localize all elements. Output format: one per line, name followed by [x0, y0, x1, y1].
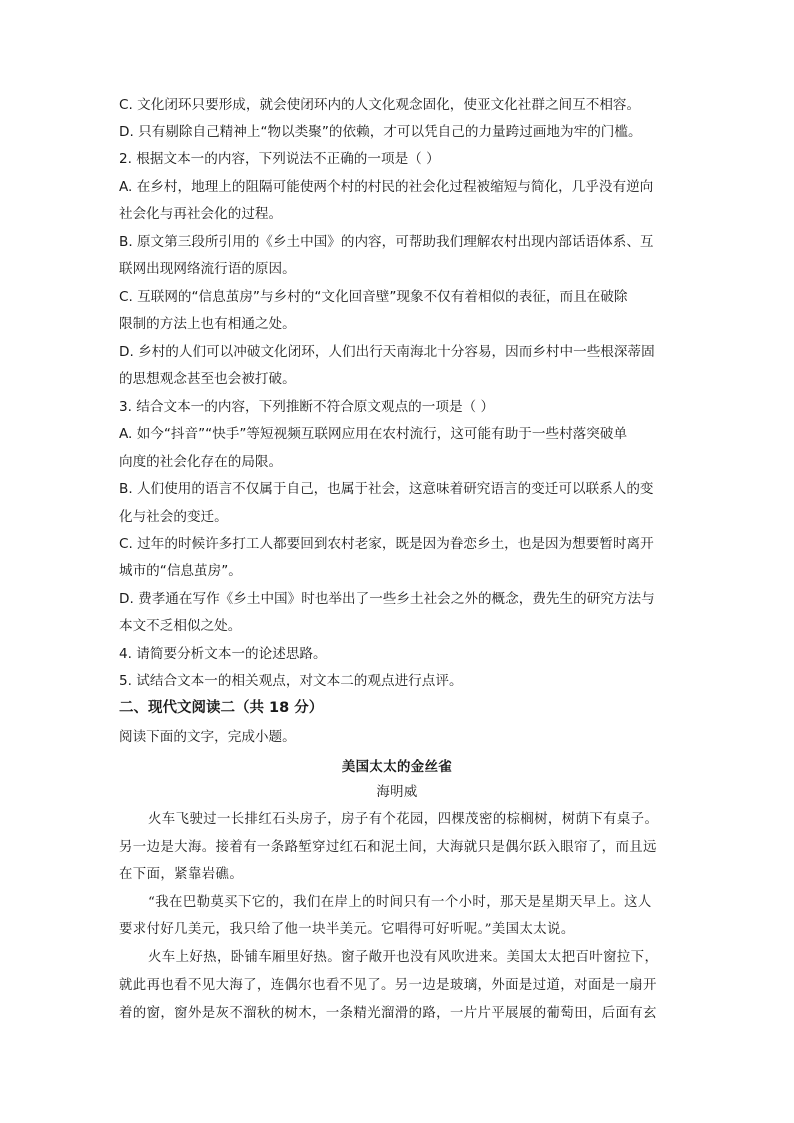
- question-5: 5. 试结合文本一的相关观点，对文本二的观点进行点评。: [119, 673, 463, 689]
- q2-option-a-line1: A. 在乡村，地理上的阻隔可能使两个村的村民的社会化过程被缩短与简化，几乎没有逆向: [119, 179, 654, 195]
- story-paragraph-2-line2: 要求付好几美元，我只给了他一块半美元。它唱得可好听呢。”美国太太说。: [119, 922, 575, 937]
- q3-option-c-line2: 城市的“信息茧房”。: [119, 563, 242, 579]
- q2-option-d-line1: D. 乡村的人们可以冲破文化闭环，人们出行天南海北十分容易，因而乡村中一些根深蒂固: [119, 344, 655, 360]
- story-title: 美国太太的金丝雀: [341, 759, 453, 775]
- q2-option-b-line2: 联网出现网络流行语的原因。: [119, 261, 296, 277]
- q2-option-b-line1: B. 原文第三段所引用的《乡土中国》的内容，可帮助我们理解农村出现内部话语体系、互: [119, 234, 654, 250]
- q3-option-d-line2: 本文不乏相似之处。: [119, 618, 242, 634]
- story-paragraph-3-line1: 火车上好热，卧铺车厢里好热。窗子敞开也没有风吹进来。美国太太把百叶窗拉下，: [148, 950, 659, 965]
- option-c-q1: C. 文化闭环只要形成，就会使闭环内的人文化观念固化，使亚文化社群之间互不相容。: [119, 97, 641, 113]
- story-paragraph-1-line1: 火车飞驶过一长排红石头房子，房子有个花园，四棵茂密的棕榈树，树荫下有桌子。: [148, 812, 659, 827]
- question-4: 4. 请简要分析文本一的论述思路。: [119, 646, 327, 662]
- question-2: 2. 根据文本一的内容，下列说法不正确的一项是（ ）: [119, 151, 440, 167]
- story-paragraph-3-line2: 就此再也看不见大海了，连偶尔也看不见了。另一边是玻璃，外面是过道，对面是一扇开: [119, 978, 657, 993]
- section-heading: 二、现代文阅读二（共 18 分）: [119, 700, 324, 716]
- story-paragraph-2-line1: “我在巴勒莫买下它的，我们在岸上的时间只有一个小时，那天是星期天早上。这人: [148, 895, 652, 910]
- story-author: 海明威: [376, 785, 418, 800]
- story-paragraph-3-line3: 着的窗，窗外是灰不溜秋的树木，一条精光溜滑的路，一片片平展展的葡萄田，后面有玄: [119, 1006, 657, 1021]
- q3-option-b-line1: B. 人们使用的语言不仅属于自己，也属于社会，这意味着研究语言的变迁可以联系人的变: [119, 481, 654, 497]
- q2-option-a-line2: 社会化与再社会化的过程。: [119, 206, 283, 222]
- q3-option-b-line2: 化与社会的变迁。: [119, 509, 228, 525]
- q2-option-d-line2: 的思想观念甚至也会被打破。: [119, 371, 296, 387]
- question-3: 3. 结合文本一的内容，下列推断不符合原文观点的一项是（ ）: [119, 399, 495, 415]
- q3-option-a-line2: 向度的社会化存在的局限。: [119, 454, 283, 470]
- story-paragraph-1-line3: 在下面，紧靠岩礁。: [119, 867, 244, 882]
- q2-option-c-line1: C. 互联网的“信息茧房”与乡村的“文化回音壁”现象不仅有着相似的表征，而且在破除: [119, 289, 628, 305]
- option-d-q1: D. 只有剔除自己精神上“物以类聚”的依赖，才可以凭自己的力量跨过画地为牢的门槛。: [119, 124, 642, 140]
- q3-option-d-line1: D. 费孝通在写作《乡土中国》时也举出了一些乡土社会之外的概念，费先生的研究方法与: [119, 591, 655, 607]
- story-paragraph-1-line2: 另一边是大海。接着有一条路堑穿过红石和泥土间，大海就只是偶尔跃入眼帘了，而且远: [119, 840, 657, 855]
- q3-option-a-line1: A. 如今“抖音”“快手”等短视频互联网应用在农村流行，这可能有助于一些村落突破单: [119, 426, 628, 442]
- section-instruction: 阅读下面的文字，完成小题。: [119, 729, 296, 745]
- q3-option-c-line1: C. 过年的时候许多打工人都要回到农村老家，既是因为眷恋乡土，也是因为想要暂时离开: [119, 536, 654, 552]
- q2-option-c-line2: 限制的方法上也有相通之处。: [119, 316, 296, 332]
